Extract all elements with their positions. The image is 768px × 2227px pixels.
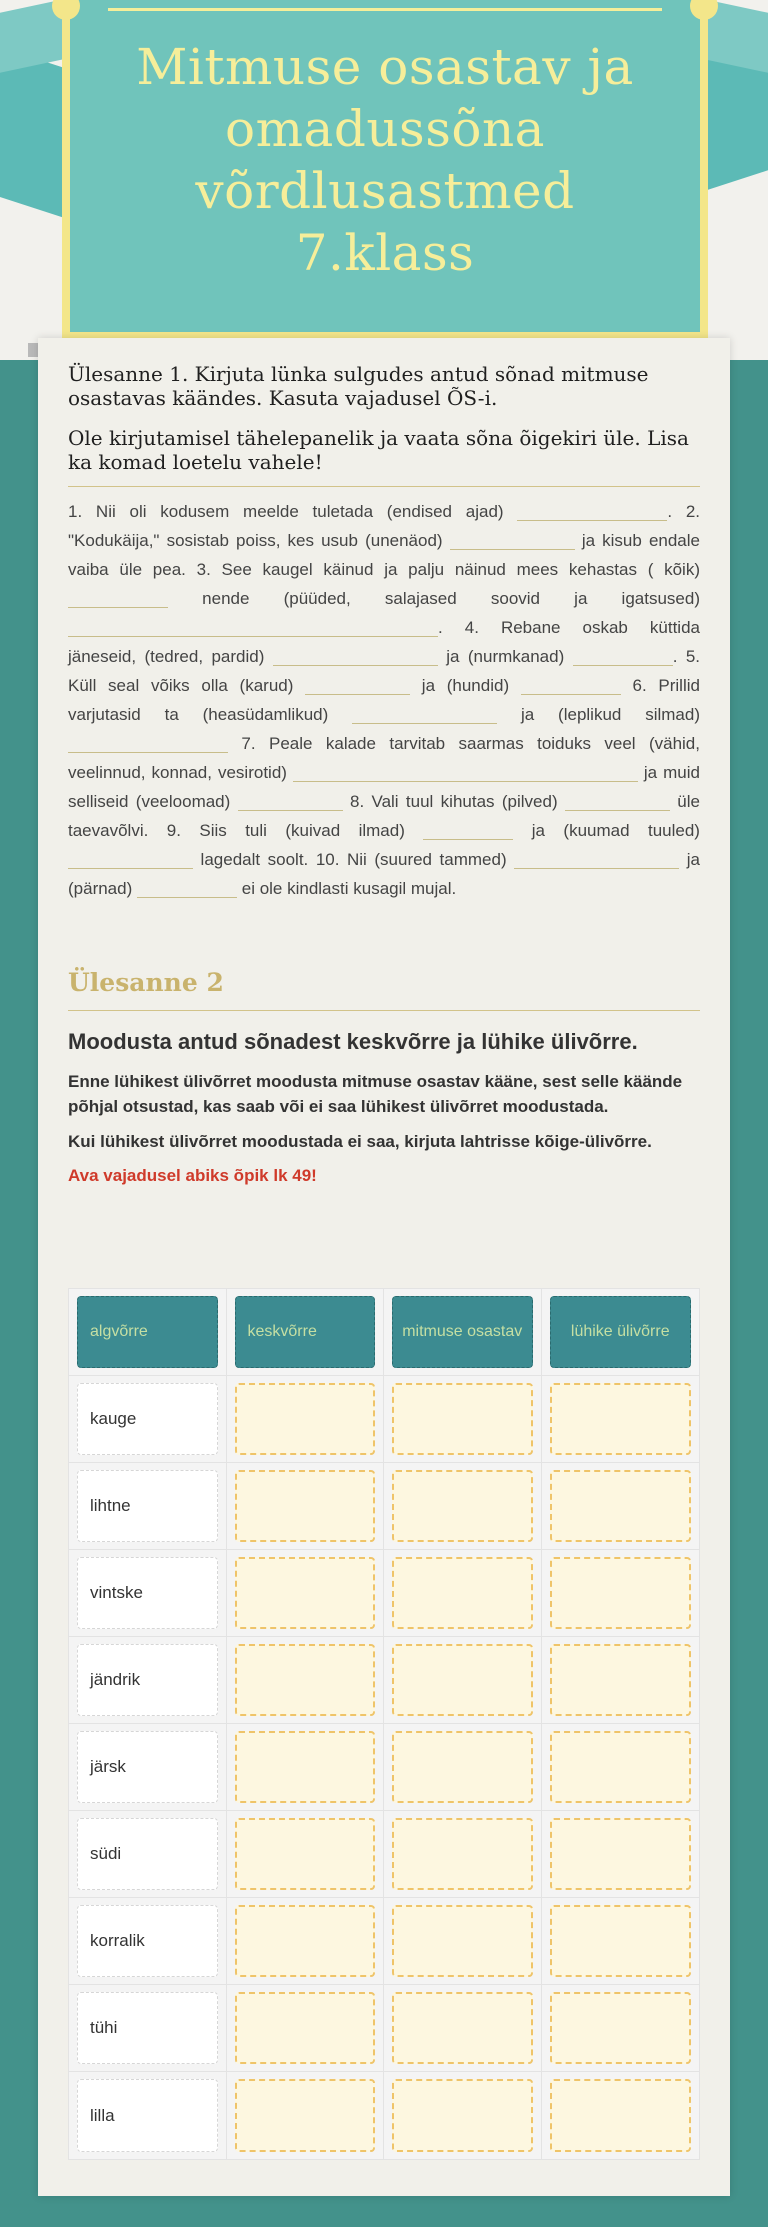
table-row	[69, 1724, 699, 1811]
blank-field[interactable]	[423, 820, 513, 840]
answer-cell	[384, 1724, 542, 1810]
answer-cell	[227, 1724, 385, 1810]
table-row	[69, 1463, 699, 1550]
answer-cell	[542, 1985, 700, 2071]
header-cell	[384, 1289, 542, 1375]
answer-cell	[227, 1376, 385, 1462]
word-cell	[69, 1985, 227, 2071]
column-header-luhike-ulivorre: lühike ülivõrre	[550, 1296, 692, 1368]
answer-cell	[227, 1463, 385, 1549]
word-cell	[69, 1550, 227, 1636]
table-row	[69, 1985, 699, 2072]
column-header-algvorre: algvõrre	[77, 1296, 218, 1368]
title-line: 7.klass	[295, 224, 475, 282]
drop-zone[interactable]	[392, 1383, 533, 1455]
answer-cell	[227, 2072, 385, 2159]
text-segment: ja muid selliseid (veeloomad)	[68, 763, 700, 811]
word-card[interactable]: korralik	[77, 1905, 218, 1977]
answer-cell	[227, 1811, 385, 1897]
blank-field[interactable]	[521, 675, 621, 695]
drop-zone[interactable]	[550, 1383, 692, 1455]
blank-field[interactable]	[238, 791, 343, 811]
blank-field[interactable]	[293, 762, 638, 782]
drop-zone[interactable]	[550, 1731, 692, 1803]
drop-zone[interactable]	[392, 1644, 533, 1716]
drop-zone[interactable]	[550, 2079, 692, 2152]
answer-cell	[227, 1637, 385, 1723]
answer-cell	[542, 2072, 700, 2159]
word-card[interactable]: jändrik	[77, 1644, 218, 1716]
worksheet-card	[38, 338, 730, 2196]
word-cell	[69, 2072, 227, 2159]
word-card[interactable]: lilla	[77, 2079, 218, 2152]
task1-instruction: Ole kirjutamisel tähelepanelik ja vaata sõna õigekiri üle. Lisa ka komad loetelu vahele!	[68, 426, 689, 474]
drop-zone[interactable]	[235, 1731, 376, 1803]
text-segment: ja (leplikud silmad)	[520, 705, 700, 724]
drag-drop-table	[68, 1288, 700, 2160]
section-divider	[68, 1010, 700, 1011]
blank-field[interactable]	[517, 501, 667, 521]
drop-zone[interactable]	[392, 1818, 533, 1890]
answer-cell	[384, 1463, 542, 1549]
word-card[interactable]: järsk	[77, 1731, 218, 1803]
header-cell	[542, 1289, 700, 1375]
header-cell	[227, 1289, 385, 1375]
blank-field[interactable]	[68, 733, 228, 753]
blank-field[interactable]	[352, 704, 497, 724]
word-card[interactable]: lihtne	[77, 1470, 218, 1542]
drop-zone[interactable]	[550, 1905, 692, 1977]
drop-zone[interactable]	[392, 1731, 533, 1803]
blank-field[interactable]	[68, 849, 193, 869]
drop-zone[interactable]	[235, 1557, 376, 1629]
word-card[interactable]: kauge	[77, 1383, 218, 1455]
blank-field[interactable]	[450, 530, 575, 550]
drop-zone[interactable]	[550, 1818, 692, 1890]
word-cell	[69, 1376, 227, 1462]
task1-heading: Ülesanne 1. Kirjuta lünka sulgudes antud sõnad mitmuse osastavas käändes. Kasuta vajadusel ÕS-i.	[68, 362, 649, 410]
drop-zone[interactable]	[235, 1992, 376, 2064]
word-cell	[69, 1898, 227, 1984]
drop-zone[interactable]	[392, 1905, 533, 1977]
drop-zone[interactable]	[392, 1992, 533, 2064]
answer-cell	[542, 1898, 700, 1984]
text-segment: üle taevavõlvi. 9. Siis tuli (kuivad ilmad)	[68, 792, 700, 840]
page-title	[90, 36, 680, 284]
task2-instruction: Kui lühikest ülivõrret moodustada ei saa, kirjuta lahtrisse kõige-ülivõrre.	[68, 1132, 652, 1151]
answer-cell	[542, 1550, 700, 1636]
answer-cell	[384, 1637, 542, 1723]
word-cell	[69, 1811, 227, 1897]
title-line: Mitmuse osastav ja	[136, 38, 634, 96]
answer-cell	[542, 1637, 700, 1723]
word-cell	[69, 1724, 227, 1810]
text-segment: nende (püüded, salajased soovid ja igatsused)	[202, 589, 700, 608]
blank-field[interactable]	[273, 646, 438, 666]
drop-zone[interactable]	[392, 1470, 533, 1542]
blank-field[interactable]	[305, 675, 410, 695]
header-cell	[69, 1289, 227, 1375]
banner-rule	[108, 8, 662, 11]
task1-section	[68, 362, 700, 903]
text-segment: 7. Peale kalade tarvitab saarmas toiduks veel (vähid, veelinnud, konnad, vesirotid)	[68, 734, 700, 782]
table-row	[69, 1376, 699, 1463]
word-card[interactable]: südi	[77, 1818, 218, 1890]
blank-field[interactable]	[68, 617, 438, 637]
answer-cell	[542, 1724, 700, 1810]
answer-cell	[227, 1898, 385, 1984]
drop-zone[interactable]	[392, 2079, 533, 2152]
text-segment: . 2. "Kodukäija," sosistab poiss, kes usub (unenäod)	[68, 502, 701, 550]
text-segment: ja (nurmkanad)	[446, 647, 565, 666]
text-segment: lagedalt soolt. 10. Nii (suured tammed)	[200, 850, 507, 869]
text-segment: ei ole kindlasti kusagil mujal.	[241, 879, 457, 898]
table-row	[69, 1898, 699, 1985]
word-card[interactable]: vintske	[77, 1557, 218, 1629]
table-row	[69, 1637, 699, 1724]
blank-field[interactable]	[514, 849, 679, 869]
answer-cell	[227, 1550, 385, 1636]
word-cell	[69, 1637, 227, 1723]
task2-heading: Moodusta antud sõnadest keskvõrre ja lühike ülivõrre.	[68, 1029, 638, 1054]
blank-field[interactable]	[565, 791, 670, 811]
answer-cell	[542, 1376, 700, 1462]
title-banner	[62, 0, 708, 338]
drop-zone[interactable]	[392, 1557, 533, 1629]
word-cell	[69, 1463, 227, 1549]
answer-cell	[384, 1811, 542, 1897]
task2-instruction: Enne lühikest ülivõrret moodusta mitmuse osastav kääne, sest selle käände põhjal otsustad, kas saab või ei saa lühikest ülivõrret moodustada.	[68, 1072, 683, 1116]
drop-zone[interactable]	[550, 1644, 692, 1716]
table-row	[69, 1811, 699, 1898]
text-segment: ja (kuumad tuuled)	[531, 821, 700, 840]
title-line: võrdlusastmed	[195, 162, 575, 220]
drop-zone[interactable]	[235, 2079, 376, 2152]
text-segment: ja kisub endale vaiba üle pea. 3. See kaugel käinud ja palju näinud mees kehastas ( kõik)	[68, 531, 700, 579]
drop-zone[interactable]	[550, 1470, 692, 1542]
answer-cell	[384, 1985, 542, 2071]
answer-cell	[227, 1985, 385, 2071]
column-header-keskvorre: keskvõrre	[235, 1296, 376, 1368]
text-segment: ja (hundid)	[421, 676, 510, 695]
table-header-row	[69, 1289, 699, 1376]
text-segment: ja (pärnad)	[68, 850, 700, 898]
drop-zone[interactable]	[550, 1557, 692, 1629]
answer-cell	[384, 1376, 542, 1462]
drop-zone[interactable]	[550, 1992, 692, 2064]
answer-cell	[384, 1898, 542, 1984]
column-header-mitmuse-osastav: mitmuse osastav	[392, 1296, 533, 1368]
section-divider	[68, 486, 700, 487]
answer-cell	[384, 2072, 542, 2159]
textbook-note: Ava vajadusel abiks õpik lk 49!	[68, 1166, 317, 1185]
answer-cell	[542, 1463, 700, 1549]
word-card[interactable]: tühi	[77, 1992, 218, 2064]
answer-cell	[542, 1811, 700, 1897]
table-row	[69, 2072, 699, 2159]
answer-cell	[384, 1550, 542, 1636]
fill-in-text	[68, 497, 700, 903]
task2-title: Ülesanne 2	[68, 968, 224, 997]
task2-section	[68, 968, 700, 1186]
text-segment: . 4. Rebane oskab küttida jäneseid, (tedred, pardid)	[68, 618, 700, 666]
drop-zone[interactable]	[235, 1383, 376, 1455]
drop-zone[interactable]	[235, 1470, 376, 1542]
blank-field[interactable]	[137, 878, 237, 898]
drop-zone[interactable]	[235, 1818, 376, 1890]
title-line: omadussõna	[225, 100, 545, 158]
table-row	[69, 1550, 699, 1637]
text-segment: 8. Vali tuul kihutas (pilved)	[349, 792, 558, 811]
drop-zone[interactable]	[235, 1644, 376, 1716]
drop-zone[interactable]	[235, 1905, 376, 1977]
blank-field[interactable]	[68, 588, 168, 608]
text-segment: 6. Prillid varjutasid ta (heasüdamlikud)	[68, 676, 700, 724]
text-segment: 1. Nii oli kodusem meelde tuletada (endised ajad)	[68, 502, 504, 521]
blank-field[interactable]	[573, 646, 673, 666]
text-segment: . 5. Küll seal võiks olla (karud)	[68, 647, 701, 695]
